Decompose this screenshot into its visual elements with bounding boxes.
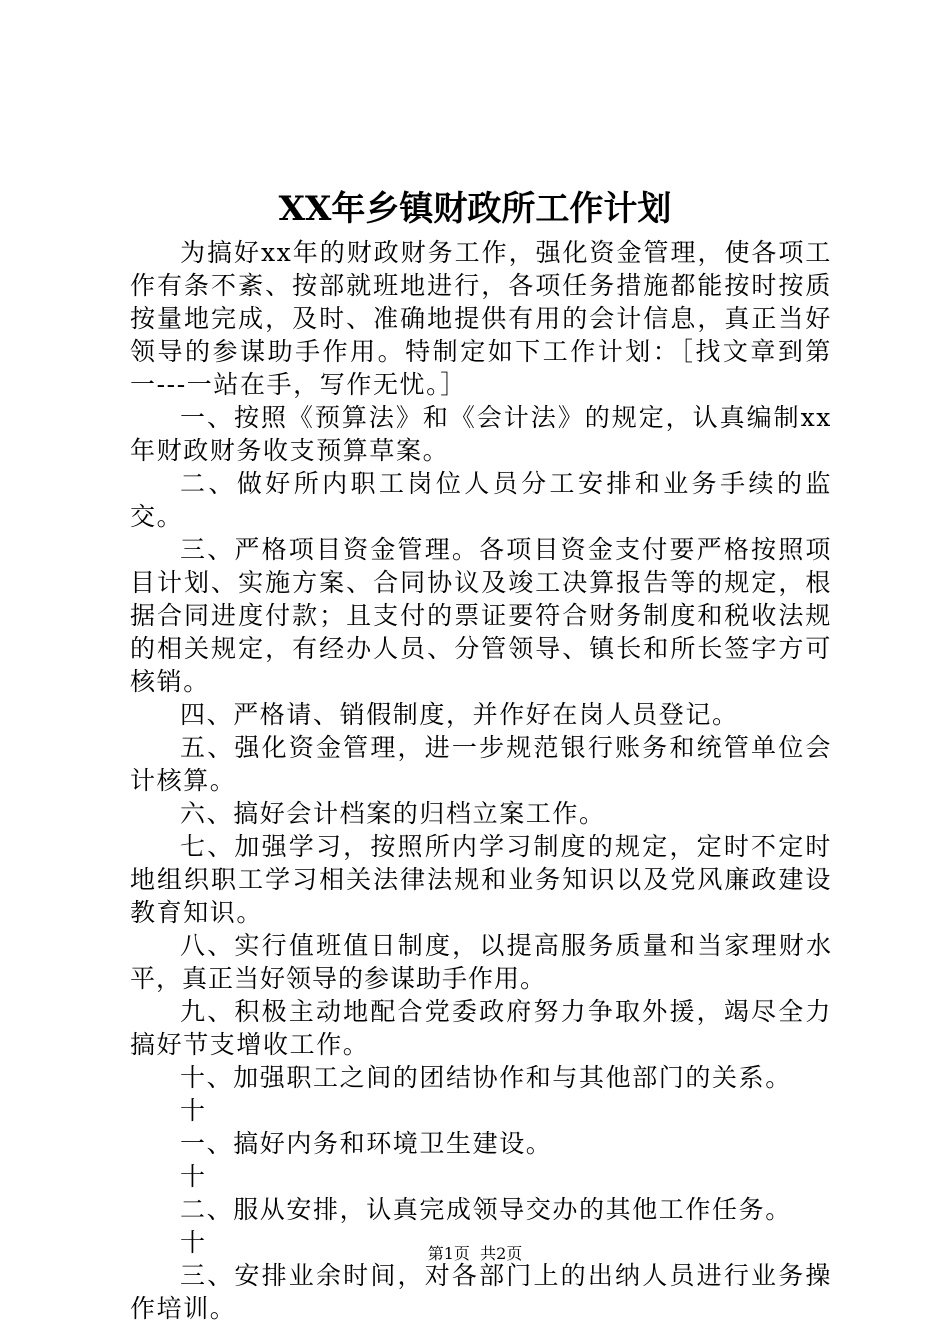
paragraph-item-10: 十、加强职工之间的团结协作和与其他部门的关系。 (180, 1063, 792, 1092)
paragraph-item-3: 三、严格项目资金管理。各项目资金支付要严格按照项目计划、实施方案、合同协议及竣工决算报告等的规定，根据合同进度付款；且支付的票证要符合财务制度和税收法规的相关规定，有经办人员、分管领导、镇长和所长签字方可核销。 (130, 535, 832, 696)
page-title: XX年乡镇财政所工作计划 (278, 189, 672, 229)
document-body (130, 236, 832, 1325)
paragraph-item-12: 二、服从安排，认真完成领导交办的其他工作任务。 (180, 1195, 792, 1224)
paragraph-item-1: 一、按照《预算法》和《会计法》的规定，认真编制xx年财政财务收支预算草案。 (130, 403, 832, 465)
paragraph-item-9: 九、积极主动地配合党委政府努力争取外援，竭尽全力搞好节支增收工作。 (130, 997, 832, 1059)
paragraph-item-5: 五、强化资金管理，进一步规范银行账务和统管单位会计核算。 (130, 733, 832, 795)
paragraph-item-13-prefix: 十 (180, 1228, 207, 1257)
paragraph-item-11-prefix: 十 (180, 1096, 207, 1125)
paragraph-item-8: 八、实行值班值日制度，以提高服务质量和当家理财水平，真正当好领导的参谋助手作用。 (130, 931, 832, 993)
page-footer (0, 1242, 950, 1266)
paragraph-item-4: 四、严格请、销假制度，并作好在岗人员登记。 (180, 700, 739, 729)
paragraph-item-6: 六、搞好会计档案的归档立案工作。 (180, 799, 606, 828)
paragraph-intro: 为搞好xx年的财政财务工作，强化资金管理，使各项工作有条不紊、按部就班地进行，各项任务措施都能按时按质按量地完成，及时、准确地提供有用的会计信息，真正当好领导的参谋助手作用。特制定如下工作计划：［找文章到第一---一站在手，写作无忧。］ (130, 238, 832, 399)
page-total: 共2页 (480, 1244, 523, 1263)
paragraph-item-7: 七、加强学习，按照所内学习制度的规定，定时不定时地组织职工学习相关法律法规和业务知识以及党风廉政建设教育知识。 (130, 832, 832, 927)
paragraph-item-12-prefix: 十 (180, 1162, 207, 1191)
page-number: 第1页 (427, 1244, 470, 1263)
paragraph-item-13: 三、安排业余时间，对各部门上的出纳人员进行业务操作培训。 (130, 1261, 832, 1323)
footer-spacer (470, 1244, 480, 1263)
paragraph-item-2: 二、做好所内职工岗位人员分工安排和业务手续的监交。 (130, 469, 832, 531)
paragraph-item-11: 一、搞好内务和环境卫生建设。 (180, 1129, 553, 1158)
